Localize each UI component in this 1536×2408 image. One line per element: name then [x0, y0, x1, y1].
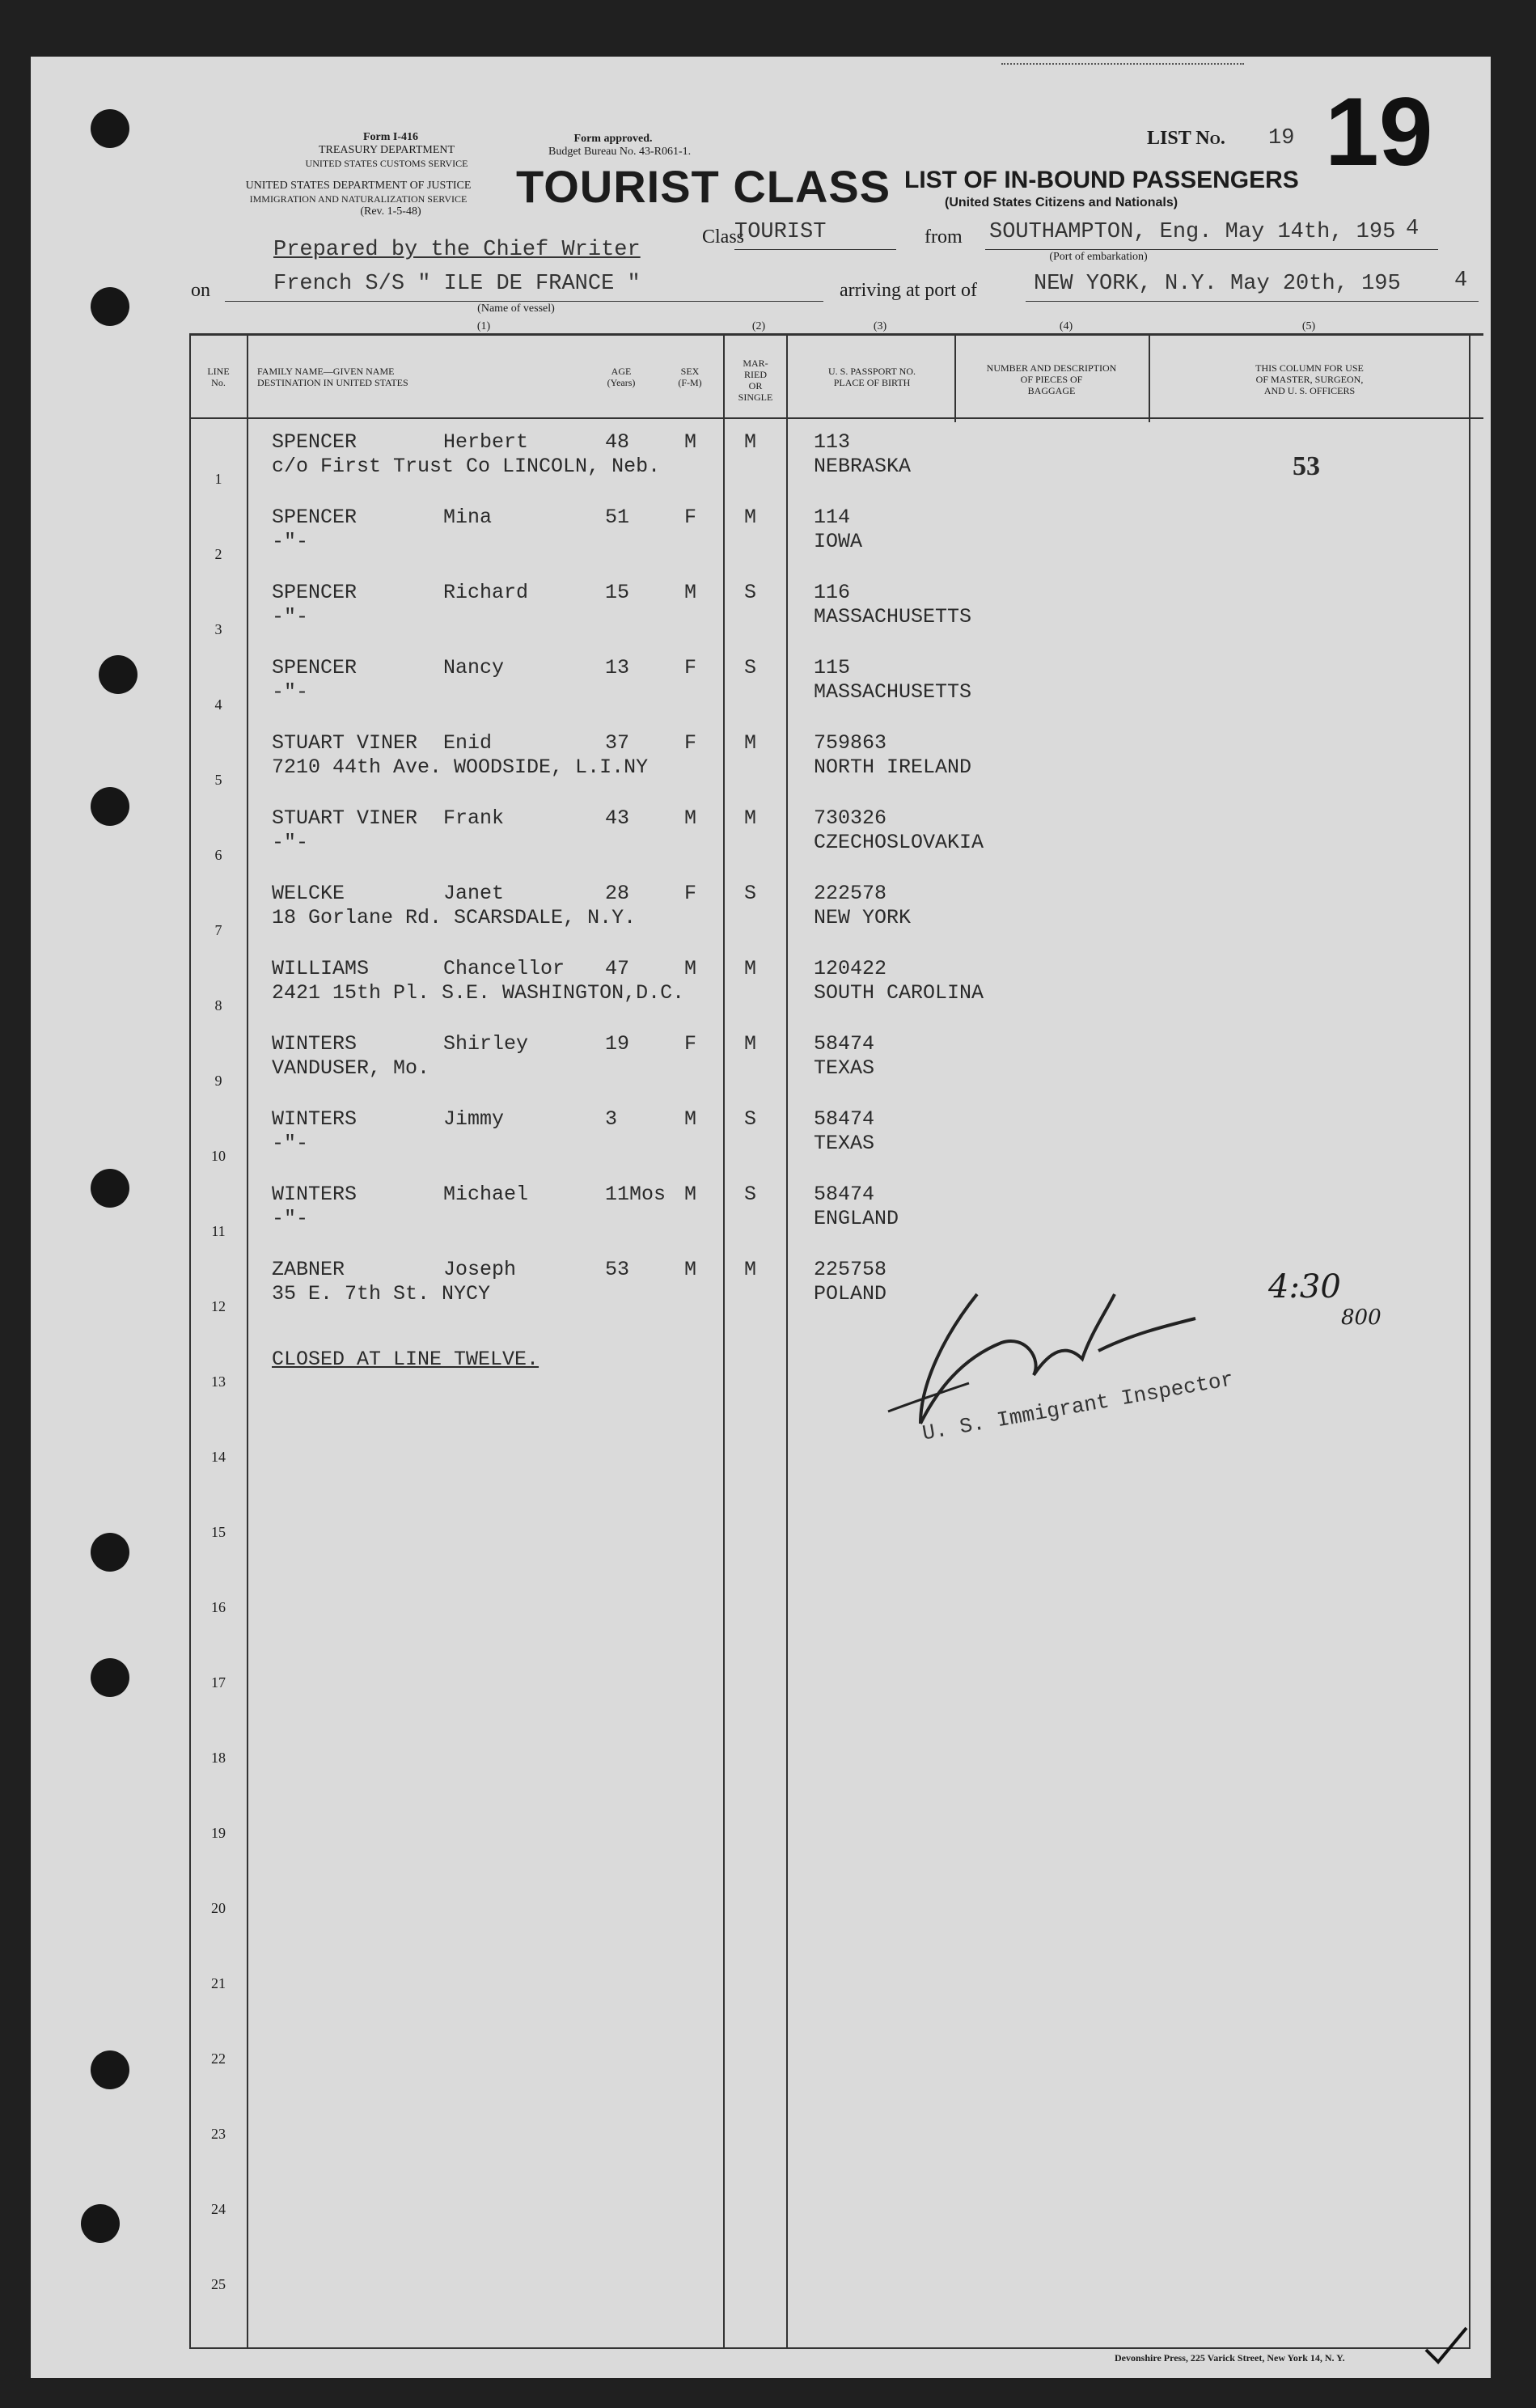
cell-ms: S: [744, 581, 757, 604]
arriving-value: NEW YORK, N.Y. May 20th, 195: [1034, 272, 1401, 296]
cell-officer-note: 53: [1293, 451, 1320, 481]
cell-destination: -"-: [272, 530, 309, 553]
line-number: 3: [214, 621, 222, 637]
manifest-title: LIST OF IN-BOUND PASSENGERS: [904, 167, 1299, 193]
cell-place-of-birth: MASSACHUSETTS: [814, 680, 972, 704]
cell-place-of-birth: SOUTH CAROLINA: [814, 981, 984, 1005]
port-of-embarkation-caption: (Port of embarkation): [1049, 251, 1148, 263]
line-number: 13: [211, 1373, 226, 1390]
cell-given: Frank: [443, 806, 505, 830]
cell-sex: M: [684, 957, 697, 980]
cell-family: ZABNER: [272, 1258, 345, 1281]
cell-place-of-birth: CZECHOSLOVAKIA: [814, 831, 984, 854]
cell-destination: -"-: [272, 1132, 309, 1155]
header-age: AGE (Years): [607, 366, 636, 388]
punch-hole-icon: [91, 109, 129, 148]
cell-family: WINTERS: [272, 1032, 358, 1056]
prepared-by: Prepared by the Chief Writer: [273, 238, 641, 262]
line-number: 11: [211, 1223, 226, 1239]
cell-given: Chancellor: [443, 957, 565, 980]
line-number: 18: [211, 1750, 226, 1766]
justice-dept: UNITED STATES DEPARTMENT OF JUSTICE: [245, 180, 472, 192]
table-top-border: [189, 333, 1483, 336]
line-number: 15: [211, 1524, 226, 1540]
treasury-dept: TREASURY DEPARTMENT: [318, 144, 455, 156]
cell-given: Mina: [443, 506, 493, 529]
cell-passport: 114: [814, 506, 851, 529]
cell-passport: 225758: [814, 1258, 887, 1281]
cell-family: STUART VINER: [272, 806, 418, 830]
cell-ms: S: [744, 1107, 757, 1131]
cell-place-of-birth: NEBRASKA: [814, 455, 912, 478]
punch-hole-icon: [91, 1169, 129, 1208]
line-number: 19: [211, 1825, 226, 1841]
cell-destination: VANDUSER, Mo.: [272, 1056, 430, 1080]
punch-hole-icon: [91, 1533, 129, 1572]
cell-place-of-birth: MASSACHUSETTS: [814, 605, 972, 628]
cell-family: WELCKE: [272, 882, 345, 905]
cell-age: 13: [605, 656, 630, 679]
cell-passport: 58474: [814, 1107, 875, 1131]
cell-given: Shirley: [443, 1032, 529, 1056]
cell-given: Joseph: [443, 1258, 517, 1281]
customs-service: UNITED STATES CUSTOMS SERVICE: [305, 158, 468, 169]
punch-hole-icon: [81, 2204, 120, 2243]
inspector-time: 4:30: [1268, 1268, 1341, 1306]
cell-ms: S: [744, 656, 757, 679]
arriving-year-digit: 4: [1454, 269, 1468, 293]
cell-given: Jimmy: [443, 1107, 505, 1131]
inspector-label: U. S. Immigrant Inspector: [920, 1367, 1236, 1446]
line-number: 1: [214, 471, 222, 487]
cell-passport: 58474: [814, 1183, 875, 1206]
vessel-name: French S/S " ILE DE FRANCE ": [273, 272, 641, 296]
cell-sex: F: [684, 882, 697, 905]
budget-bureau: Budget Bureau No. 43-R061-1.: [548, 146, 692, 158]
cell-given: Herbert: [443, 430, 529, 454]
form-number: Form I-416: [362, 131, 419, 143]
cell-sex: F: [684, 656, 697, 679]
cell-destination: 2421 15th Pl. S.E. WASHINGTON,D.C.: [272, 981, 685, 1005]
punch-hole-icon: [99, 655, 138, 694]
line-number: 14: [211, 1449, 226, 1465]
cell-destination: 7210 44th Ave. WOODSIDE, L.I.NY: [272, 755, 649, 779]
column-number-5: (5): [1301, 320, 1316, 332]
table-bottom-border: [189, 2347, 1470, 2349]
column-number-4: (4): [1059, 320, 1073, 332]
cell-family: STUART VINER: [272, 731, 418, 755]
cell-age: 3: [605, 1107, 618, 1131]
printer-credit: Devonshire Press, 225 Varick Street, New York 14, N. Y.: [1115, 2352, 1345, 2364]
inspector-time-suffix: 800: [1341, 1306, 1382, 1330]
cell-sex: M: [684, 806, 697, 830]
table-right-border: [1469, 333, 1470, 2347]
cell-ms: M: [744, 506, 757, 529]
list-number-label: LIST No.: [1147, 128, 1225, 149]
cell-age: 47: [605, 957, 630, 980]
line-number: 4: [214, 696, 222, 713]
cell-destination: -"-: [272, 1207, 309, 1230]
check-mark-icon: [1422, 2321, 1470, 2370]
line-number: 25: [211, 2276, 226, 2292]
cell-ms: S: [744, 882, 757, 905]
cell-age: 11Mos: [605, 1183, 666, 1206]
table-left-border: [189, 333, 191, 2347]
form-approved: Form approved.: [573, 133, 653, 145]
class-underline: [734, 249, 896, 250]
punch-hole-icon: [91, 2050, 129, 2089]
cell-destination: -"-: [272, 680, 309, 704]
form-revision: (Rev. 1-5-48): [360, 205, 421, 218]
arriving-underline: [1026, 301, 1479, 302]
cell-passport: 759863: [814, 731, 887, 755]
cell-place-of-birth: ENGLAND: [814, 1207, 899, 1230]
line-number: 23: [211, 2126, 226, 2142]
line-number: 22: [211, 2050, 226, 2067]
cell-sex: M: [684, 430, 697, 454]
cell-family: WILLIAMS: [272, 957, 370, 980]
cell-ms: M: [744, 957, 757, 980]
cell-passport: 222578: [814, 882, 887, 905]
col-divider-baggage: [1149, 333, 1150, 422]
cell-age: 37: [605, 731, 630, 755]
on-label: on: [191, 280, 210, 301]
manifest-subtitle: (United States Citizens and Nationals): [945, 196, 1178, 209]
cell-sex: F: [684, 506, 697, 529]
list-number-stamp: 19: [1325, 78, 1433, 186]
cell-sex: F: [684, 1032, 697, 1056]
column-number-3: (3): [873, 320, 887, 332]
cell-family: WINTERS: [272, 1183, 358, 1206]
line-number: 9: [214, 1073, 222, 1089]
line-number: 6: [214, 847, 222, 863]
line-number: 8: [214, 997, 222, 1014]
cell-sex: M: [684, 1258, 697, 1281]
cell-age: 19: [605, 1032, 630, 1056]
cell-age: 48: [605, 430, 630, 454]
cell-passport: 730326: [814, 806, 887, 830]
class-label: Class: [702, 226, 745, 248]
cell-given: Michael: [443, 1183, 529, 1206]
cell-given: Enid: [443, 731, 493, 755]
cell-age: 28: [605, 882, 630, 905]
cell-age: 53: [605, 1258, 630, 1281]
cell-destination: -"-: [272, 605, 309, 628]
arriving-label: arriving at port of: [840, 280, 977, 301]
line-number: 16: [211, 1599, 226, 1615]
cell-age: 43: [605, 806, 630, 830]
col-divider-married: [786, 333, 788, 2347]
cell-ms: S: [744, 1183, 757, 1206]
line-number: 10: [211, 1148, 226, 1164]
cell-sex: F: [684, 731, 697, 755]
cell-place-of-birth: TEXAS: [814, 1132, 875, 1155]
cell-ms: M: [744, 430, 757, 454]
cell-passport: 116: [814, 581, 851, 604]
cell-passport: 115: [814, 656, 851, 679]
cell-ms: M: [744, 1032, 757, 1056]
cell-ms: M: [744, 1258, 757, 1281]
vessel-underline: [225, 301, 823, 302]
cell-sex: M: [684, 1107, 697, 1131]
line-number: 17: [211, 1674, 226, 1691]
col-divider-passport: [954, 333, 956, 422]
cell-family: SPENCER: [272, 506, 358, 529]
punch-hole-icon: [91, 787, 129, 826]
from-label: from: [925, 226, 963, 248]
cell-family: SPENCER: [272, 656, 358, 679]
cell-given: Nancy: [443, 656, 505, 679]
cell-family: SPENCER: [272, 581, 358, 604]
line-number: 12: [211, 1298, 226, 1314]
cell-place-of-birth: NORTH IRELAND: [814, 755, 972, 779]
vessel-caption: (Name of vessel): [477, 303, 555, 315]
from-value: SOUTHAMPTON, Eng. May 14th, 195: [989, 220, 1396, 244]
cell-place-of-birth: NEW YORK: [814, 906, 912, 929]
cell-sex: M: [684, 1183, 697, 1206]
header-name: FAMILY NAME—GIVEN NAME DESTINATION IN UNITED STATES: [257, 366, 408, 388]
cell-ms: M: [744, 806, 757, 830]
from-underline: [985, 249, 1438, 250]
cell-destination: -"-: [272, 831, 309, 854]
header-passport: U. S. PASSPORT NO. PLACE OF BIRTH: [828, 366, 916, 388]
line-number: 5: [214, 772, 222, 788]
line-number: 20: [211, 1900, 226, 1916]
col-divider-name: [723, 333, 725, 2347]
line-number: 24: [211, 2201, 226, 2217]
header-officers: THIS COLUMN FOR USE OF MASTER, SURGEON, AND U. S. OFFICERS: [1255, 362, 1364, 396]
from-year-digit: 4: [1406, 217, 1420, 241]
header-line-no: LINE No.: [207, 366, 230, 388]
column-number-2: (2): [751, 320, 766, 332]
cell-passport: 113: [814, 430, 851, 454]
list-number-value: 19: [1268, 126, 1295, 150]
column-number-1: (1): [476, 320, 491, 332]
line-number: 21: [211, 1975, 226, 1991]
top-edge-mark: [1001, 63, 1244, 65]
header-married: MAR- RIED OR SINGLE: [738, 358, 773, 403]
table-header-border: [189, 417, 1483, 419]
passenger-manifest-sheet: [31, 57, 1491, 2378]
header-baggage: NUMBER AND DESCRIPTION OF PIECES OF BAGGAGE: [986, 362, 1117, 396]
cell-family: SPENCER: [272, 430, 358, 454]
cell-destination: 18 Gorlane Rd. SCARSDALE, N.Y.: [272, 906, 637, 929]
cell-sex: M: [684, 581, 697, 604]
cell-age: 51: [605, 506, 630, 529]
cell-family: WINTERS: [272, 1107, 358, 1131]
cell-place-of-birth: IOWA: [814, 530, 863, 553]
cell-place-of-birth: TEXAS: [814, 1056, 875, 1080]
cell-given: Richard: [443, 581, 529, 604]
cell-ms: M: [744, 731, 757, 755]
cell-place-of-birth: POLAND: [814, 1282, 887, 1306]
cell-age: 15: [605, 581, 630, 604]
cell-passport: 120422: [814, 957, 887, 980]
closed-note: CLOSED AT LINE TWELVE.: [272, 1348, 540, 1371]
punch-hole-icon: [91, 287, 129, 326]
ins-service: IMMIGRATION AND NATURALIZATION SERVICE: [249, 193, 468, 205]
header-sex: SEX (F-M): [678, 366, 702, 388]
cell-destination: c/o First Trust Co LINCOLN, Neb.: [272, 455, 661, 478]
cell-given: Janet: [443, 882, 505, 905]
tourist-class-stamp: TOURIST CLASS: [516, 161, 891, 212]
line-number: 2: [214, 546, 222, 562]
class-value: TOURIST: [734, 220, 827, 244]
punch-hole-icon: [91, 1658, 129, 1697]
col-divider-line-no: [247, 333, 248, 2347]
cell-destination: 35 E. 7th St. NYCY: [272, 1282, 491, 1306]
cell-passport: 58474: [814, 1032, 875, 1056]
line-number: 7: [214, 922, 222, 938]
